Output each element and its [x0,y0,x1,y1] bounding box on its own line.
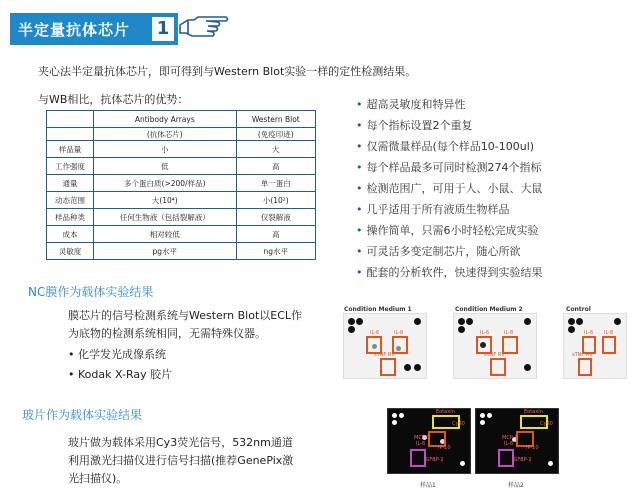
table-row [47,209,316,226]
nc-section-title: NC膜作为载体实验结果 [28,285,154,299]
list-item: • 操作简单，只需6小时轻松完成实验 [356,224,539,237]
glass-section-title: 玻片作为载体实验结果 [22,408,143,422]
panel-caption: 样品2 [508,482,524,489]
cell: 相对较低 [94,226,237,243]
nc-array-image-2: IL-6 IL-8 sTNF RII [453,313,537,379]
list-item: • 超高灵敏度和特异性 [356,98,466,111]
table-row [47,141,316,158]
section-number: 1 [152,17,174,41]
table-header-row [47,111,316,128]
nc-array-image-control: IL-6 IL-8 sTNF RII [563,313,627,379]
table-row [47,243,316,260]
comparison-table [46,110,316,260]
cell: 低 [94,158,237,175]
table-corner [47,111,94,128]
row-label: 通量 [47,175,94,192]
glass-array-image-2: Eotaxin Cy40 MCP-1 IL-6 IP-10 IGFBP-2 [475,408,559,474]
nc-text-line2: 为底物的检测系统相同，无需特殊仪器。 [68,327,266,340]
nc-bullet: • Kodak X-Ray 胶片 [68,368,173,381]
panel-caption: Control [566,306,591,313]
col-header-arrays: Antibody Arrays [94,111,237,128]
col-subheader-wb: (免疫印迹) [236,128,315,141]
advantages-list [356,96,543,285]
table-row [47,175,316,192]
glass-text-line1: 玻片做为载体采用Cy3荧光信号，532nm通道 [68,436,293,449]
nc-text-line1: 膜芯片的信号检测系统与Western Blot以ECL作 [68,309,303,322]
list-item: • 配套的分析软件，快速得到实验结果 [356,266,543,279]
row-label: 工作强度 [47,158,94,175]
nc-array-image-1: IL-6 IL-8 sTNF RII [343,313,427,379]
table-row [47,192,316,209]
cell: 任何生物液（包括裂解液） [94,209,237,226]
list-item: • 检测范围广，可用于人、小鼠、大鼠 [356,182,543,195]
cell: 小(10²) [236,192,315,209]
table-row [47,226,316,243]
pointing-hand-icon [178,11,230,43]
row-label: 样品量 [47,141,94,158]
comparison-caption: 与WB相比，抗体芯片的优势： [38,93,189,106]
col-subheader-arrays: (抗体芯片) [94,128,237,141]
panel-caption: Condition Medium 1 [344,306,412,313]
list-item: • 几乎适用于所有液质生物样品 [356,203,510,216]
row-label: 样品种类 [47,209,94,226]
panel-caption: Condition Medium 2 [455,306,523,313]
cell: pg水平 [94,243,237,260]
list-item: • 仅需微量样品(每个样品10-100ul) [356,140,535,153]
row-label: 动态范围 [47,192,94,209]
cell: 多个蛋白质(>200/样品) [94,175,237,192]
list-item: • 每个指标设置2个重复 [356,119,473,132]
table-subheader-row [47,128,316,141]
table-row [47,158,316,175]
cell: 大(10⁴) [94,192,237,209]
intro-text: 夹心法半定量抗体芯片，即可得到与Western Blot实验一样的定性检测结果。 [38,65,417,78]
cell: 小 [94,141,237,158]
col-header-wb: Western Blot [236,111,315,128]
list-item: • 可灵活多变定制芯片，随心所欲 [356,245,521,258]
glass-text-line2: 利用激光扫描仪进行信号扫描(推荐GenePix激 [68,454,294,467]
cell: 大 [236,141,315,158]
list-item: • 每个样品最多可同时检测274个指标 [356,161,542,174]
row-label: 灵敏度 [47,243,94,260]
row-label: 成本 [47,226,94,243]
cell: 高 [236,226,315,243]
cell: 仅裂解液 [236,209,315,226]
panel-caption: 样品1 [420,482,436,489]
cell: 单一蛋白 [236,175,315,192]
glass-text-line3: 光扫描仪)。 [68,472,128,485]
glass-array-image-1: Eotaxin Cy40 MCP-1 IL-6 IP-10 IGFBP-2 [387,408,471,474]
cell: ng水平 [236,243,315,260]
cell: 高 [236,158,315,175]
section-title: 半定量抗体芯片 [18,21,131,39]
nc-bullet: • 化学发光成像系统 [68,348,166,361]
